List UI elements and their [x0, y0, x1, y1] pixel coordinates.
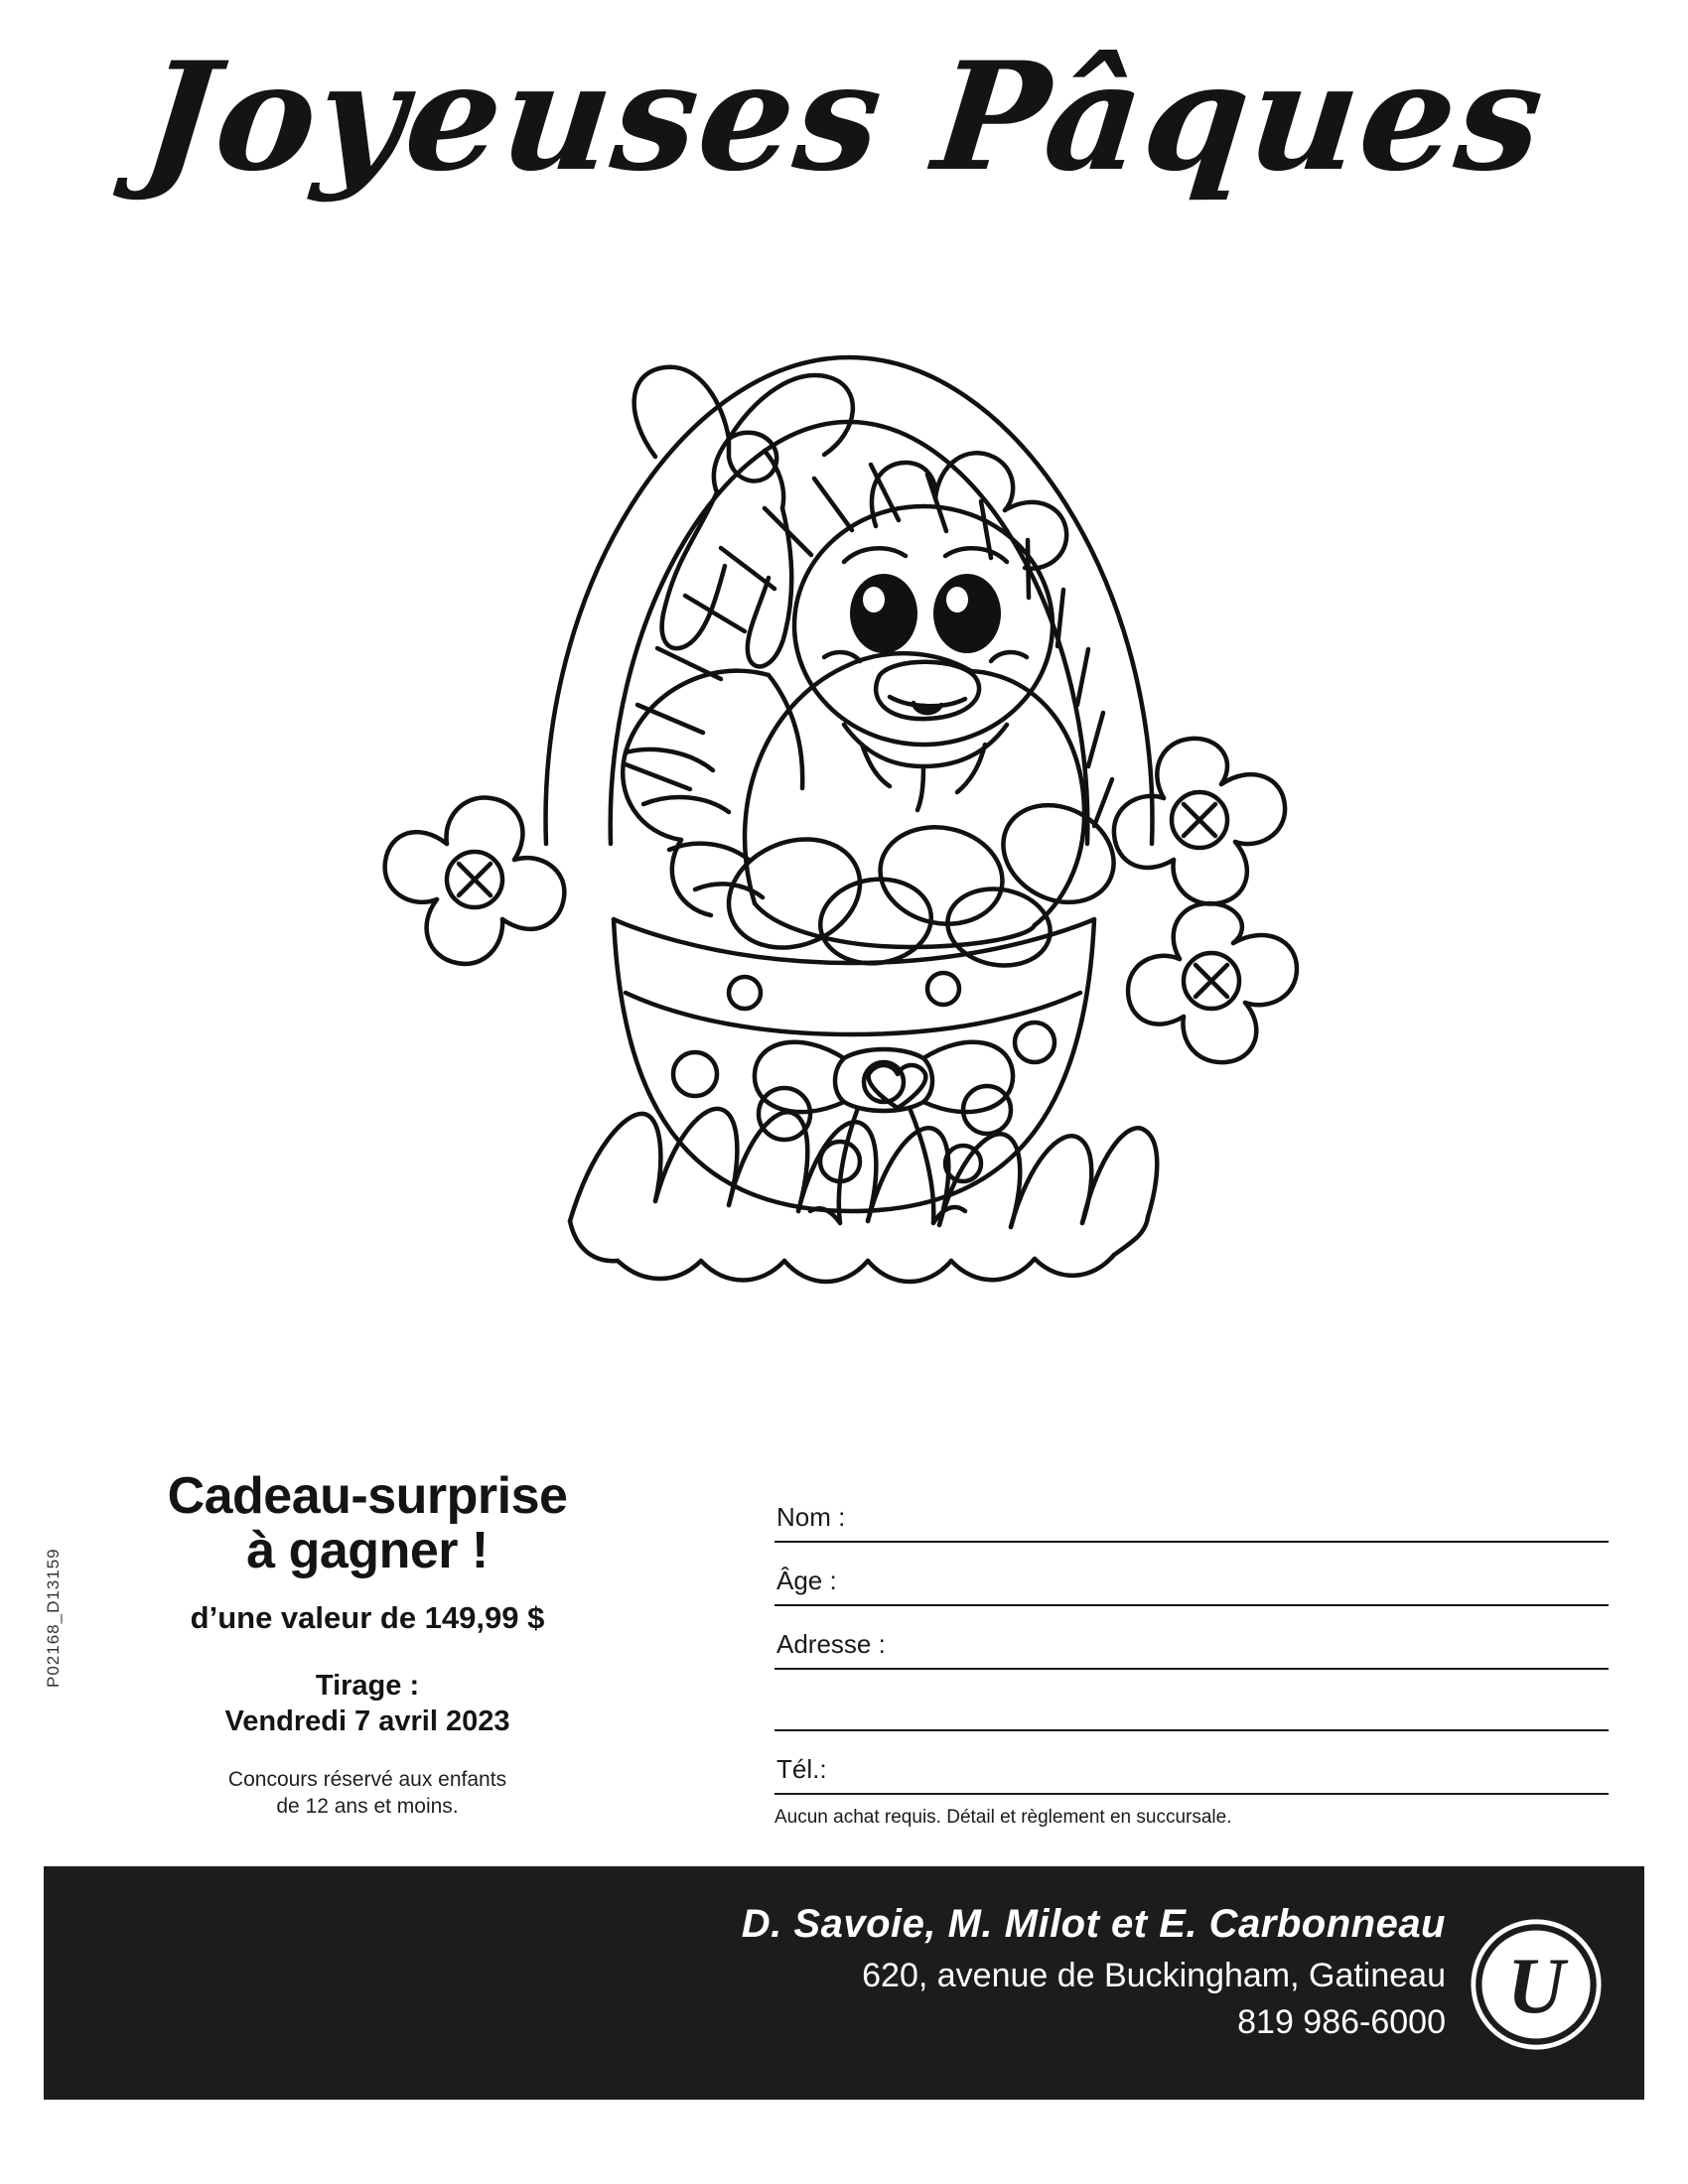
page-title: Joyeuses Pâques [135, 30, 1553, 205]
footer-text-block [742, 1902, 1446, 2042]
promo-fineprint-line2: de 12 ans et moins. [276, 1795, 459, 1819]
promo-headline-line2: à gagner ! [246, 1522, 489, 1580]
promo-headline [89, 1469, 645, 1578]
footer-address: 620, avenue de Buckingham, Gatineau [862, 1957, 1446, 1994]
form-label-age: Âge : [776, 1566, 837, 1595]
promo-draw-label: Tirage : [315, 1670, 420, 1703]
u-circle-logo [1470, 1918, 1603, 2051]
footer-store-name: D. Savoie, M. Milot et E. Carbonneau [741, 1902, 1446, 1946]
print-code: P02168_D13159 [44, 1548, 63, 1688]
form-field-adresse-line2[interactable] [774, 1670, 1609, 1731]
entry-form [774, 1479, 1609, 1829]
form-label-nom: Nom : [776, 1502, 846, 1532]
easter-basket-chick-illustration [328, 208, 1370, 1430]
promo-draw-date: Vendredi 7 avril 2023 [224, 1706, 510, 1738]
form-field-adresse[interactable] [774, 1606, 1609, 1670]
u-logo-letter: U [1506, 1942, 1566, 2031]
form-field-nom[interactable] [774, 1479, 1609, 1543]
footer-phone: 819 986-6000 [1237, 2003, 1446, 2041]
promo-fineprint-line1: Concours réservé aux enfants [227, 1767, 507, 1791]
promo-draw [89, 1668, 645, 1740]
form-field-tel[interactable] [774, 1731, 1609, 1795]
promo-headline-line1: Cadeau-surprise [167, 1467, 568, 1525]
footer-bar [44, 1866, 1644, 2100]
form-field-age[interactable] [774, 1543, 1609, 1606]
promo-value: d’une valeur de 149,99 $ [190, 1600, 545, 1636]
form-disclaimer: Aucun achat requis. Détail et règlement en succursale. [774, 1807, 1232, 1828]
promo-block [89, 1469, 645, 1820]
form-label-adresse: Adresse : [776, 1629, 886, 1659]
form-label-tel: Tél.: [776, 1754, 827, 1784]
promo-fineprint [89, 1766, 645, 1821]
